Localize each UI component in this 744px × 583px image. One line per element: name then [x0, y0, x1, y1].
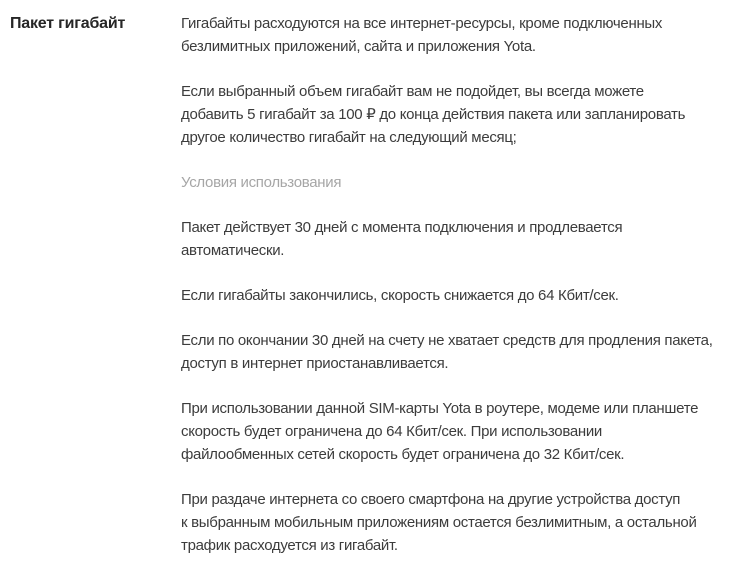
text-line: трафик расходуется из гигабайт. — [181, 537, 398, 554]
row-title-column — [10, 12, 181, 583]
paragraph-tethering — [181, 488, 736, 557]
terms-of-use-label — [181, 171, 736, 194]
text-line: Если выбранный объем гигабайт вам не подойдет, вы всегда можете — [181, 83, 644, 100]
package-gigabytes-title: Пакет гигабайт — [10, 15, 126, 32]
text-line: При использовании данной SIM-карты Yota в роутере, модеме или планшете — [181, 400, 699, 417]
text-line: Гигабайты расходуются на все интернет-ресурсы, кроме подключенных — [181, 15, 663, 32]
text-line: Пакет действует 30 дней с момента подключения и продлевается — [181, 219, 623, 236]
text-line: Условия использования — [181, 174, 342, 191]
text-line: к выбранным мобильным приложениям остается безлимитным, а остальной — [181, 514, 697, 531]
text-line: файлообменных сетей скорость будет ограничена до 32 Кбит/сек. — [181, 446, 625, 463]
paragraph-router-modem-restriction — [181, 397, 736, 466]
paragraph-add-gigabytes — [181, 80, 736, 149]
text-line: скорость будет ограничена до 64 Кбит/сек. При использовании — [181, 423, 603, 440]
description-column — [181, 12, 736, 583]
text-line: Если по окончании 30 дней на счету не хватает средств для продления пакета, — [181, 332, 713, 349]
paragraph-speed-reduction — [181, 284, 736, 307]
text-line: При раздаче интернета со своего смартфона на другие устройства доступ — [181, 491, 681, 508]
text-line: автоматически. — [181, 242, 285, 259]
text-line: безлимитных приложений, сайта и приложения Yota. — [181, 38, 536, 55]
text-line: другое количество гигабайт на следующий месяц; — [181, 129, 517, 146]
text-line: доступ в интернет приостанавливается. — [181, 355, 449, 372]
text-line: Если гигабайты закончились, скорость снижается до 64 Кбит/сек. — [181, 287, 619, 304]
paragraph-gigabytes-usage — [181, 12, 736, 58]
paragraph-insufficient-funds — [181, 329, 736, 375]
paragraph-package-validity — [181, 216, 736, 262]
text-line: добавить 5 гигабайт за 100 ₽ до конца действия пакета или запланировать — [181, 106, 686, 123]
